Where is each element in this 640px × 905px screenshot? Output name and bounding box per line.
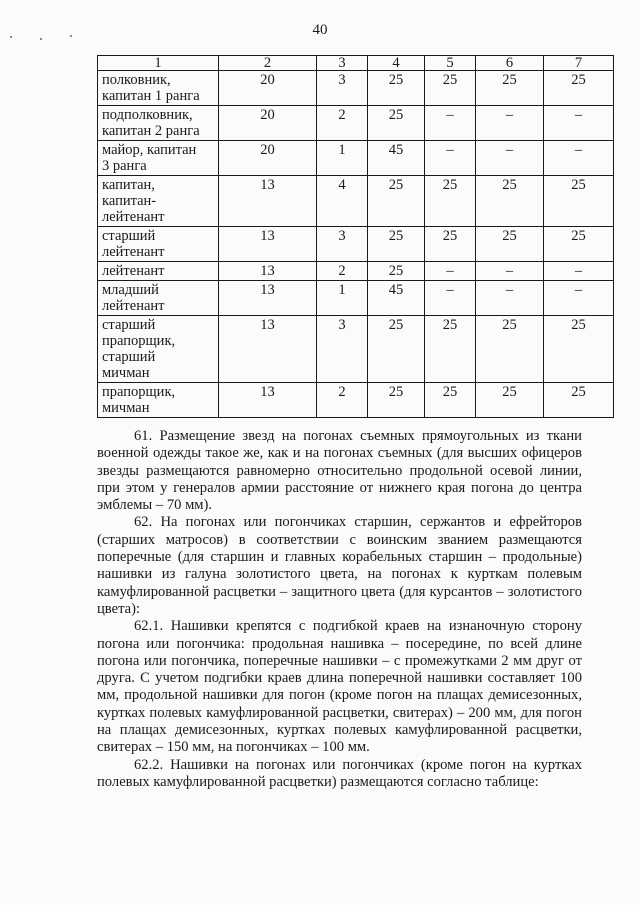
value-cell: 2 — [317, 383, 368, 418]
value-cell: 2 — [317, 262, 368, 281]
column-header: 4 — [368, 56, 425, 71]
table-row — [98, 262, 614, 281]
paragraph-62: 62. На погонах или погончиках старшин, сержантов и ефрейторов (старших матросов) в соответствии с воинским званием размещаются поперечные (для старшин и главных корабельных старшин – продольные) нашивки из галуна золотистого цвета, на погонах к курткам полевым камуфлированной расцветки – защитного цвета (для курсантов – золотистого цвета): — [97, 514, 582, 617]
value-cell: 25 — [476, 227, 544, 262]
value-cell: 25 — [368, 262, 425, 281]
value-cell: 3 — [317, 71, 368, 106]
value-cell: 25 — [425, 316, 476, 383]
value-cell: – — [425, 262, 476, 281]
value-cell: 13 — [219, 262, 317, 281]
value-cell: 25 — [544, 316, 614, 383]
value-cell: 25 — [544, 176, 614, 227]
value-cell: 25 — [425, 176, 476, 227]
paragraph-62-2: 62.2. Нашивки на погонах или погончиках (кроме погон на куртках полевых камуфлированной расцветки) размещаются согласно таблице: — [97, 756, 582, 790]
value-cell: – — [544, 281, 614, 316]
value-cell: 20 — [219, 71, 317, 106]
value-cell: 25 — [476, 383, 544, 418]
page-number: 40 — [312, 22, 328, 38]
table-row — [98, 106, 614, 141]
value-cell: 4 — [317, 176, 368, 227]
value-cell: 25 — [544, 227, 614, 262]
column-header: 2 — [219, 56, 317, 71]
value-cell: – — [476, 106, 544, 141]
column-header: 6 — [476, 56, 544, 71]
value-cell: 25 — [368, 71, 425, 106]
value-cell: 3 — [317, 316, 368, 383]
value-cell: 25 — [368, 176, 425, 227]
column-header: 7 — [544, 56, 614, 71]
value-cell: 13 — [219, 316, 317, 383]
value-cell: 25 — [425, 227, 476, 262]
value-cell: 25 — [368, 316, 425, 383]
table-row — [98, 227, 614, 262]
value-cell: 3 — [317, 227, 368, 262]
table-row — [98, 141, 614, 176]
paragraph-61: 61. Размещение звезд на погонах съемных прямоугольных из ткани военной одежды такое же, как и на погонах съемных (для высших офицеров звезды размещаются равномерно относительно продольной осевой линии, при этом у генералов армии расстояние от нижнего края погона до центра эмблемы – 70 мм). — [97, 428, 582, 514]
column-header: 5 — [425, 56, 476, 71]
value-cell: 25 — [544, 383, 614, 418]
rank-cell: прапорщик, мичман — [98, 383, 219, 418]
value-cell: 25 — [368, 383, 425, 418]
value-cell: 1 — [317, 281, 368, 316]
column-header: 3 — [317, 56, 368, 71]
rank-cell: капитан, капитан- лейтенант — [98, 176, 219, 227]
rank-cell: подполковник, капитан 2 ранга — [98, 106, 219, 141]
rank-cell: старший лейтенант — [98, 227, 219, 262]
value-cell: 1 — [317, 141, 368, 176]
value-cell: 25 — [544, 71, 614, 106]
value-cell: – — [544, 141, 614, 176]
value-cell: 25 — [476, 71, 544, 106]
column-header: 1 — [98, 56, 219, 71]
value-cell: – — [425, 141, 476, 176]
table-row — [98, 383, 614, 418]
rank-cell: полковник, капитан 1 ранга — [98, 71, 219, 106]
paragraph-62-1: 62.1. Нашивки крепятся с подгибкой краев на изнаночную сторону погона или погончика: продольная нашивка – посередине, по всей длине погона или погончика, поперечные нашивки – с промежутками 2 мм друг от друга. С учетом подгибки краев длина поперечной нашивки составляет 100 мм, продольной нашивки для погон (кроме погон на плащах демисезонных, куртках полевых камуфлированной расцветки, свитерах) – 200 мм, для погон на плащах демисезонных, куртках полевых камуфлированной расцветки, свитерах – 150 мм, на погончиках – 100 мм. — [97, 618, 582, 756]
value-cell: 13 — [219, 281, 317, 316]
body-text — [97, 428, 582, 791]
value-cell: 25 — [476, 316, 544, 383]
value-cell: – — [476, 262, 544, 281]
value-cell: 13 — [219, 176, 317, 227]
table-row — [98, 316, 614, 383]
value-cell: 25 — [368, 106, 425, 141]
table-row — [98, 281, 614, 316]
rank-cell: лейтенант — [98, 262, 219, 281]
value-cell: 13 — [219, 383, 317, 418]
value-cell: 25 — [368, 227, 425, 262]
value-cell: – — [476, 281, 544, 316]
table-row — [98, 71, 614, 106]
value-cell: 20 — [219, 106, 317, 141]
rank-insignia-table — [97, 55, 614, 418]
value-cell: – — [476, 141, 544, 176]
rank-cell: старший прапорщик, старший мичман — [98, 316, 219, 383]
value-cell: 25 — [425, 383, 476, 418]
value-cell: – — [425, 281, 476, 316]
value-cell: – — [425, 106, 476, 141]
table-header-row — [98, 56, 614, 71]
value-cell: 45 — [368, 141, 425, 176]
value-cell: 25 — [476, 176, 544, 227]
value-cell: 20 — [219, 141, 317, 176]
value-cell: 25 — [425, 71, 476, 106]
value-cell: 13 — [219, 227, 317, 262]
value-cell: – — [544, 106, 614, 141]
table-row — [98, 176, 614, 227]
value-cell: – — [544, 262, 614, 281]
rank-cell: майор, капитан 3 ранга — [98, 141, 219, 176]
rank-cell: младший лейтенант — [98, 281, 219, 316]
value-cell: 45 — [368, 281, 425, 316]
value-cell: 2 — [317, 106, 368, 141]
